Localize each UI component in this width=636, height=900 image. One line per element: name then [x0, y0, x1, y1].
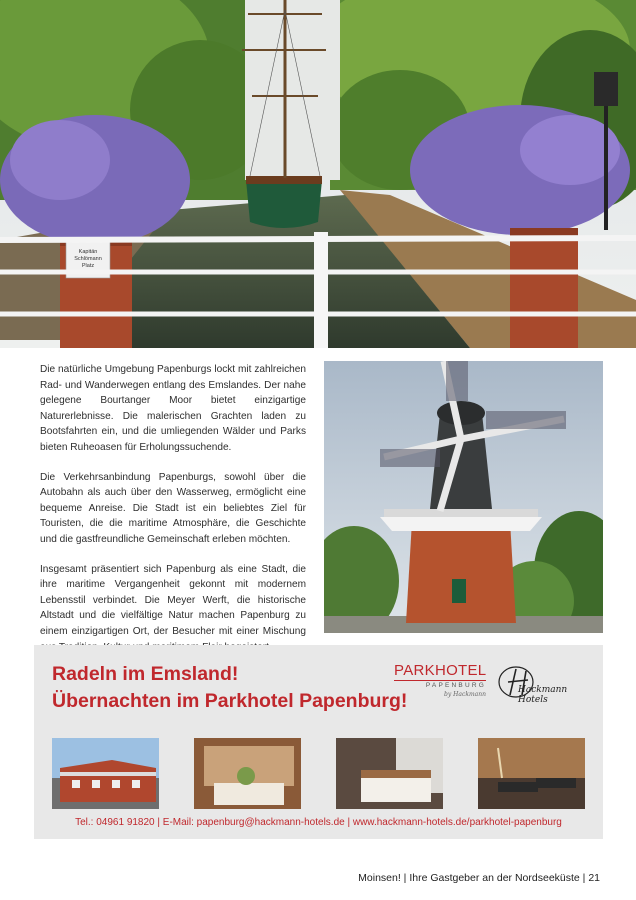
logo-park-by: by Hackmann — [444, 691, 486, 698]
logo-park-word: PARK — [394, 662, 435, 679]
hotel-contact-line: Tel.: 04961 91820 | E-Mail: papenburg@hackmann-hotels.de | www.hackmann-hotels.de/parkhotel-papenburg — [75, 817, 562, 828]
hotel-advertisement — [34, 645, 603, 839]
hotel-dining-photo — [194, 738, 301, 809]
hotel-photo-strip — [52, 738, 585, 810]
hotel-spa-photo — [478, 738, 585, 809]
hackmann-hotels-logo — [496, 665, 596, 705]
hero-canal-photo — [0, 0, 636, 348]
parkhotel-logo — [394, 663, 486, 698]
hackmann-logo-text: Hackmann Hotels — [518, 685, 568, 705]
logo-park-subtitle: PAPENBURG — [394, 680, 486, 689]
page-footer: Moinsen! | Ihre Gastgeber an der Nordseeküste | 21 — [358, 872, 600, 884]
windmill-photo — [324, 361, 603, 633]
paragraph: Die Verkehrsanbindung Papenburgs, sowohl über die Autobahn als auch über den Wasserweg, ermöglicht eine bequeme Anreise. Die Stadt ist ein beliebtes Ziel für Touristen, die die maritime Atmosphäre, die Geschichte und die gastfreundliche Gemeinschaft erleben möchten. — [40, 471, 306, 545]
windmill-image — [324, 361, 603, 633]
logo-hotel-word: HOTEL — [434, 662, 487, 679]
ad-headline-line-1: Radeln im Emsland! — [52, 663, 239, 685]
article-text — [40, 362, 306, 669]
street-sign-text: Kapitän Schlömann Platz — [74, 249, 102, 269]
hotel-bedroom-photo — [336, 738, 443, 809]
hotel-exterior-photo — [52, 738, 159, 809]
paragraph: Die natürliche Umgebung Papenburgs lockt mit zahlreichen Rad- und Wanderwegen entlang des Emslandes. Der nahe gelegene Bourtanger Moor bietet einzigartige Naturerlebnisse. Die malerischen Grachten laden zu Bootsfahrten ein, und die umliegenden Wälder und Parks bieten Ruheoasen für Erholungssuchende. — [40, 364, 306, 453]
canal-ship-image — [0, 0, 636, 348]
ad-headline-line-2: Übernachten im Parkhotel Papenburg! — [52, 690, 408, 712]
paragraph: Insgesamt präsentiert sich Papenburg als eine Stadt, die ihre maritime Vergangenheit gekonnt mit modernem Lebensstil verbindet. Die Meyer Werft, die historische Altstadt und die vielfältige Natur machen Papenburg zu einem einzigartigen Ort, der Besucher mit einer Mischung — [40, 563, 306, 637]
ad-headline — [52, 661, 412, 715]
